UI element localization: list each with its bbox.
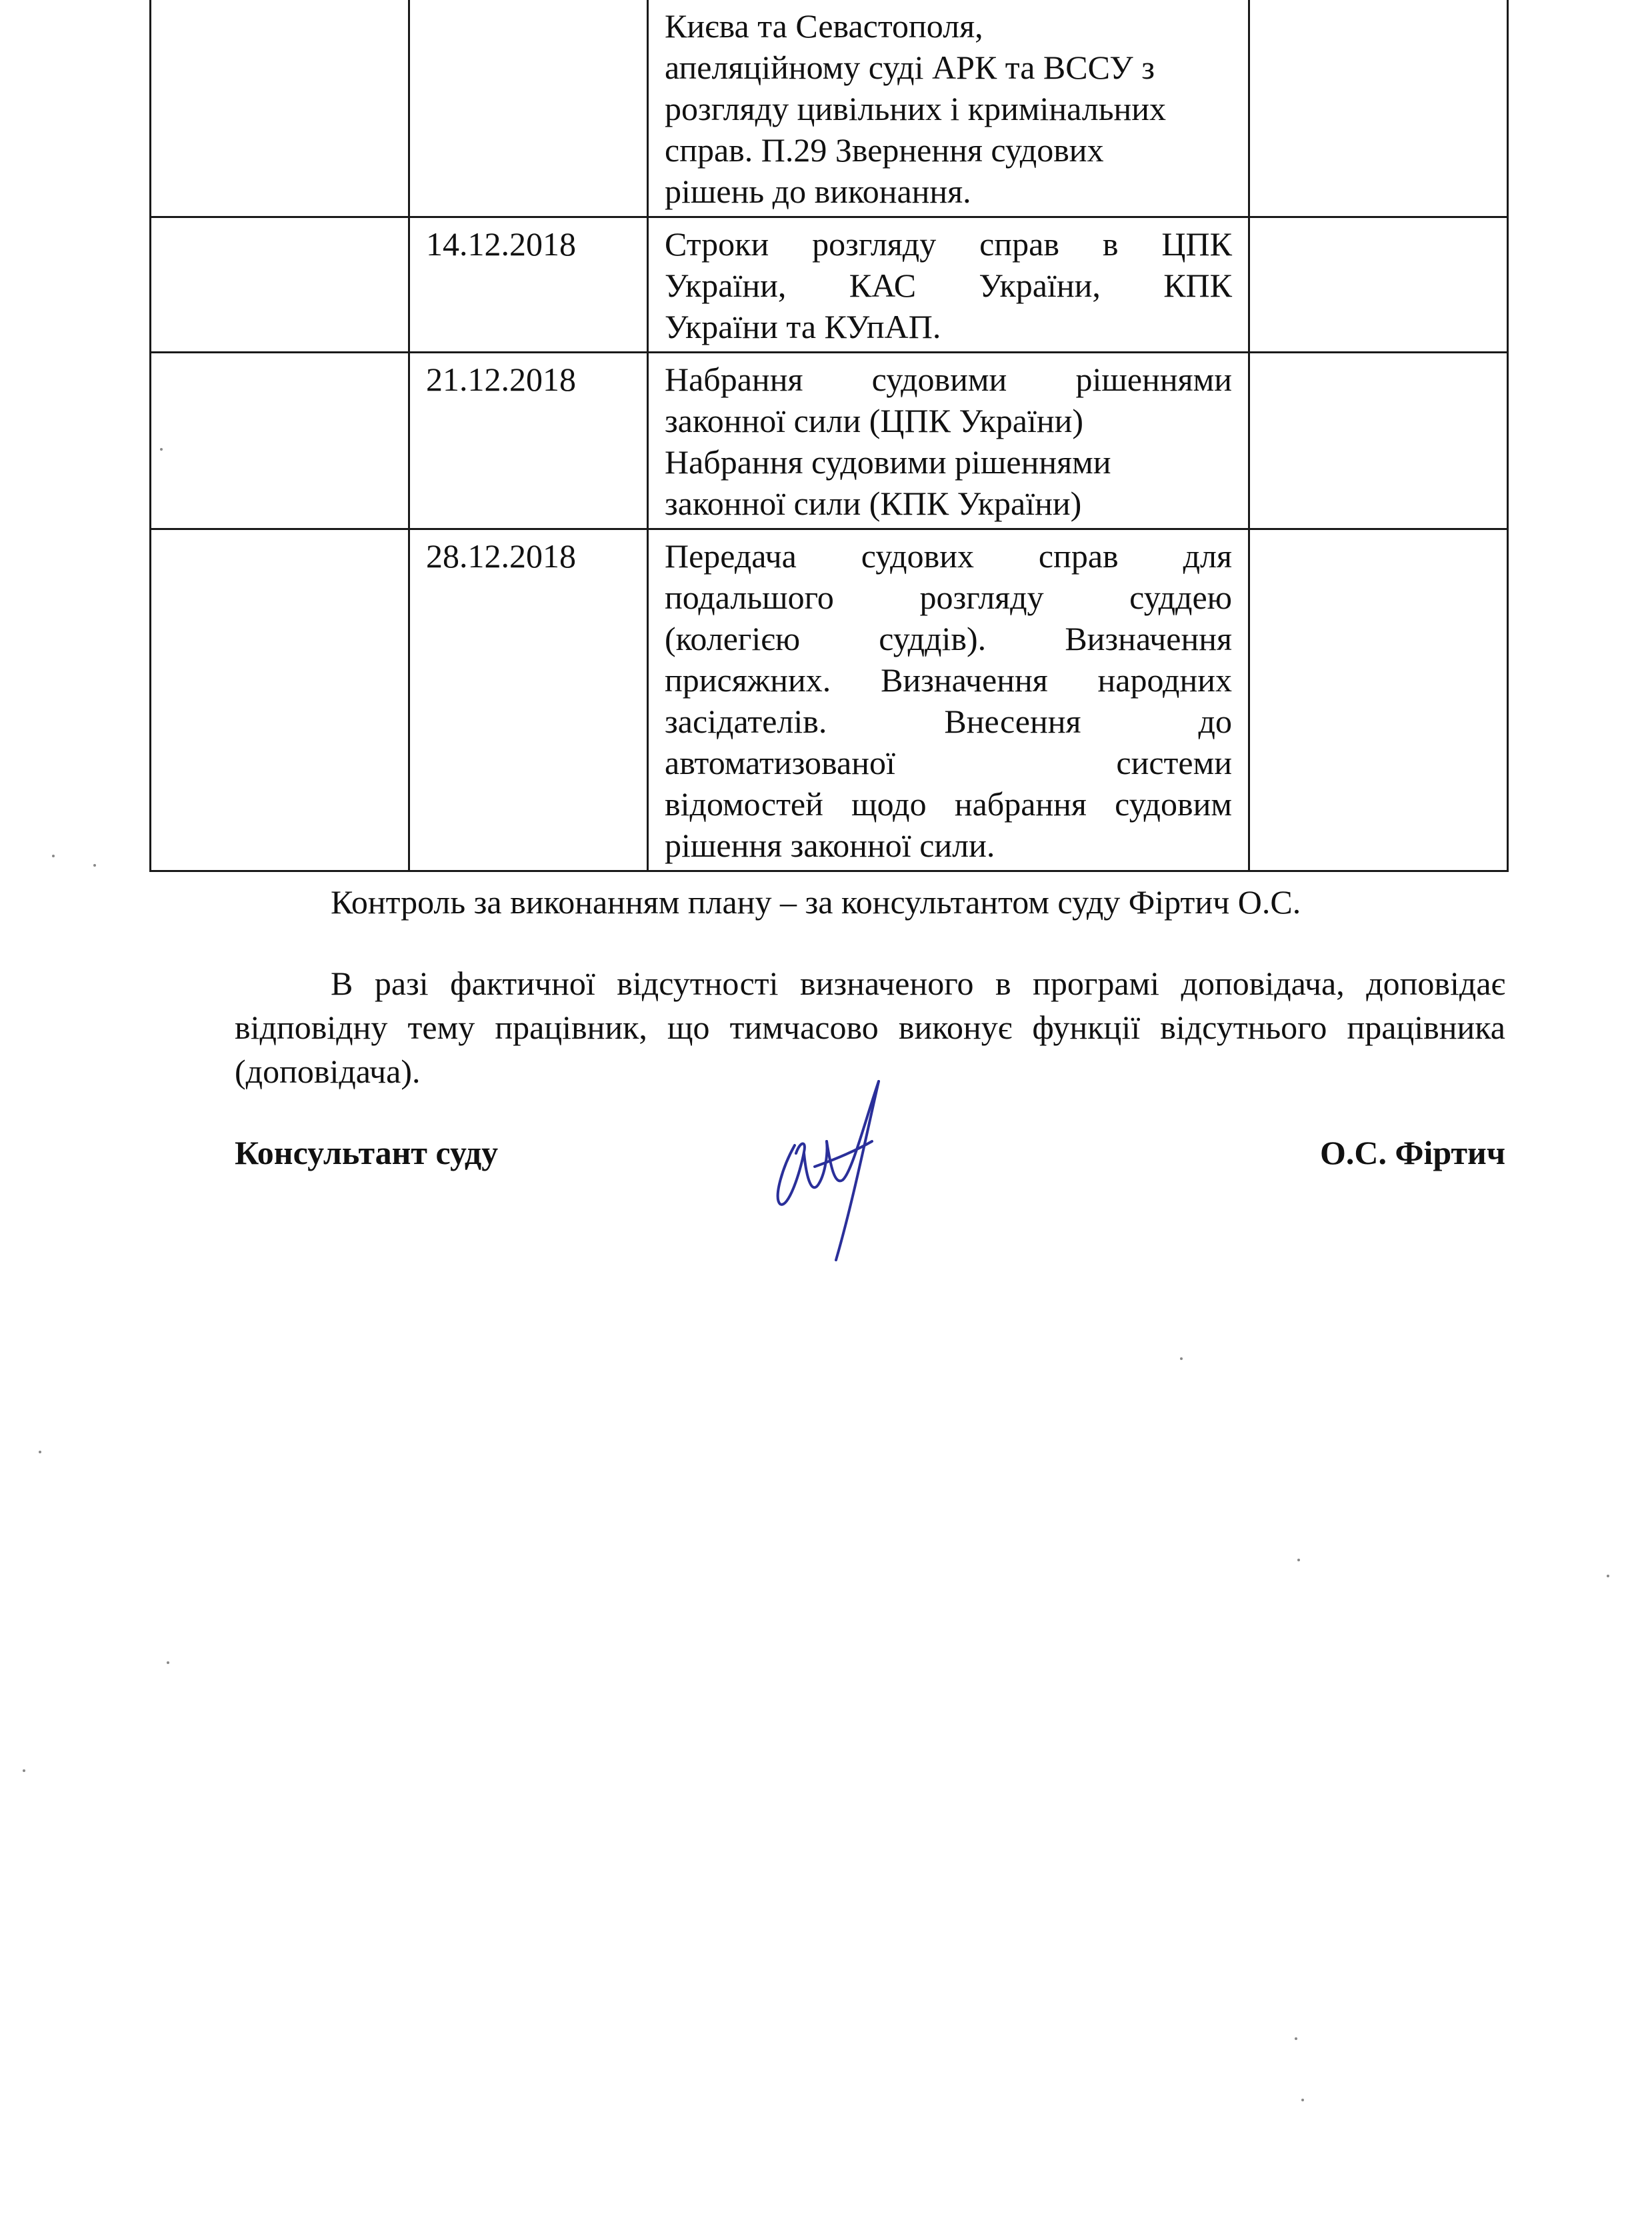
- table-cell-empty: [151, 217, 409, 353]
- topic-line: апеляційному суді АРК та ВССУ з: [665, 49, 1155, 86]
- topic-line: розгляду цивільних і кримінальних: [665, 90, 1167, 127]
- topic-line: Набрання судовими рішеннями: [665, 361, 1232, 398]
- topic-line: рішень до виконання.: [665, 173, 971, 210]
- topic-line: справ. П.29 Звернення судових: [665, 131, 1104, 169]
- table-cell-empty: [151, 353, 409, 529]
- topic-line: подальшого розгляду суддею: [665, 579, 1232, 616]
- signatory-title: Консультант суду: [235, 1134, 499, 1171]
- topic-line: рішення законної сили.: [665, 827, 995, 864]
- topic-line: Строки розгляду справ в ЦПК: [665, 225, 1232, 263]
- table-cell-empty: [151, 529, 409, 871]
- scan-speck: [1295, 2037, 1297, 2040]
- topic-line: України та КУпАП.: [665, 308, 941, 345]
- table-cell-date: 14.12.2018: [409, 217, 648, 353]
- table-cell-date: [409, 0, 648, 217]
- scan-speck: [1180, 1357, 1183, 1360]
- plan-table: [149, 0, 1509, 872]
- control-paragraph: Контроль за виконанням плану – за консультантом суду Фіртич О.С.: [331, 883, 1301, 921]
- topic-line: законної сили (ЦПК України): [665, 402, 1084, 439]
- absence-paragraph: В разі фактичної відсутності визначеного в програмі доповідача, доповідає відповідну тему працівник, що тимчасово виконує функції відсутнього працівника (доповідача).: [235, 965, 1505, 1090]
- table-cell-empty: [151, 0, 409, 217]
- topic-line: присяжних. Визначення народних: [665, 661, 1232, 699]
- table-row: [151, 0, 1508, 217]
- handwritten-signature: [753, 1067, 907, 1267]
- topic-line: Передача судових справ для: [665, 537, 1232, 575]
- topic-line: України, КАС України, КПК: [665, 267, 1232, 304]
- table-row: [151, 353, 1508, 529]
- scan-speck: [52, 855, 55, 857]
- topic-line: Києва та Севастополя,: [665, 7, 983, 45]
- scan-speck: [1607, 1575, 1609, 1577]
- table-cell-empty: [1249, 217, 1508, 353]
- topic-line: (колегією суддів). Визначення: [665, 620, 1232, 657]
- scan-speck: [39, 1451, 41, 1453]
- topic-line: засідателів. Внесення до: [665, 703, 1232, 740]
- topic-line: Набрання судовими рішеннями: [665, 443, 1111, 481]
- table-row: [151, 217, 1508, 353]
- scan-speck: [23, 1769, 25, 1772]
- table-cell-topic: [648, 353, 1249, 529]
- table-cell-empty: [1249, 353, 1508, 529]
- topic-line: законної сили (КПК України): [665, 485, 1082, 522]
- table-cell-empty: [1249, 0, 1508, 217]
- table-cell-topic: [648, 217, 1249, 353]
- table-cell-empty: [1249, 529, 1508, 871]
- scan-speck: [93, 864, 96, 867]
- topic-line: відомостей щодо набрання судовим: [665, 785, 1232, 823]
- topic-line: автоматизованої системи: [665, 744, 1232, 781]
- signatory-name: О.С. Фіртич: [1320, 1134, 1506, 1171]
- scan-speck: [167, 1661, 169, 1664]
- scan-speck: [160, 448, 163, 451]
- table-cell-topic: [648, 0, 1249, 217]
- table-cell-topic: [648, 529, 1249, 871]
- table-cell-date: 28.12.2018: [409, 529, 648, 871]
- scan-speck: [1297, 1559, 1300, 1561]
- table-row: [151, 529, 1508, 871]
- scan-speck: [1301, 2099, 1304, 2101]
- table-cell-date: 21.12.2018: [409, 353, 648, 529]
